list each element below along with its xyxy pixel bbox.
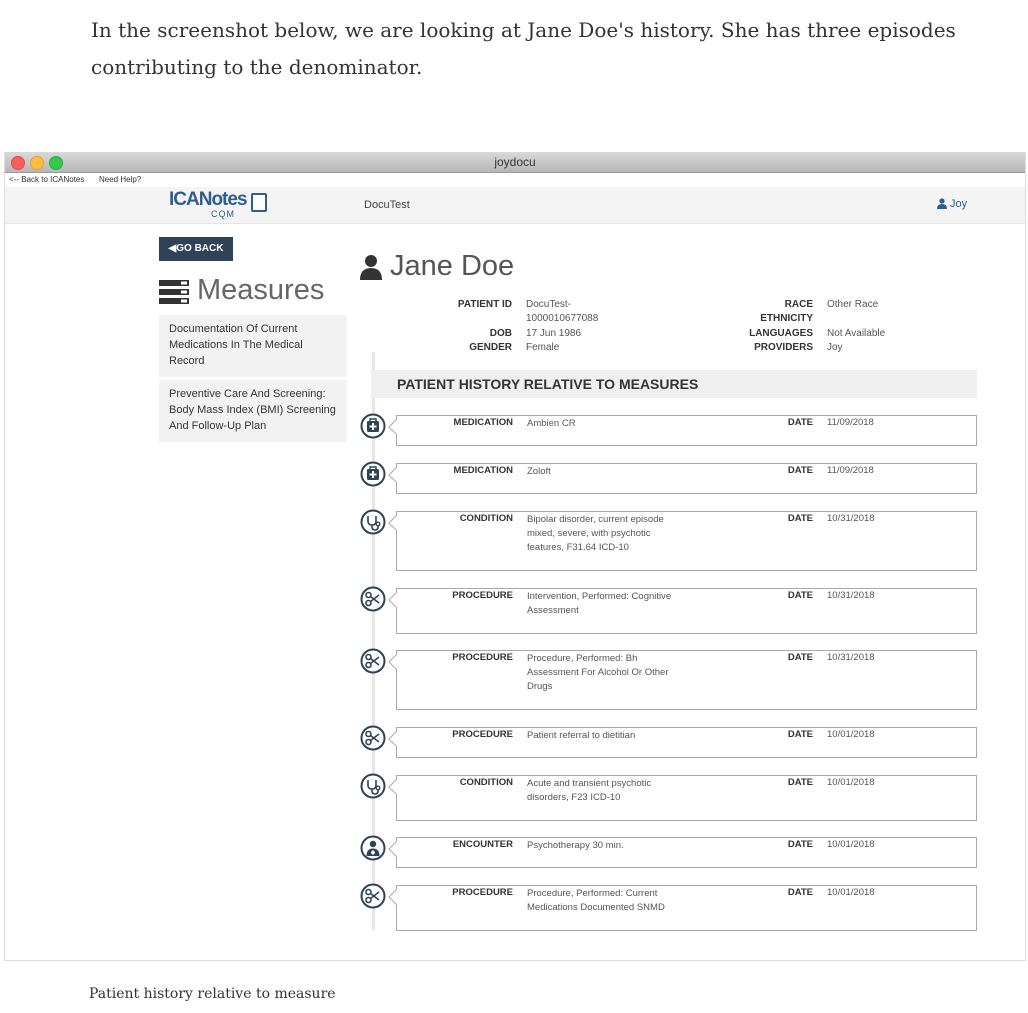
patient-field-label: RACE — [784, 299, 813, 310]
app-window — [4, 152, 1026, 961]
medication-icon — [360, 461, 386, 487]
patient-field-label: DOB — [489, 328, 512, 339]
event-date: 10/31/2018 — [827, 513, 875, 524]
patient-field-value: 17 Jun 1986 — [526, 328, 582, 339]
app-name: DocuTest — [364, 199, 410, 211]
event-type: CONDITION — [459, 513, 513, 524]
medication-icon — [360, 413, 386, 439]
event-date-label: DATE — [787, 513, 813, 524]
event-type: PROCEDURE — [452, 729, 513, 740]
scissors-icon — [360, 648, 386, 674]
scissors-icon — [360, 586, 386, 612]
help-bar — [5, 173, 1025, 187]
history-event[interactable] — [396, 588, 977, 634]
logo-subtext: CQM — [211, 209, 235, 219]
event-date-label: DATE — [787, 465, 813, 476]
need-help-link[interactable]: Need Help? — [99, 175, 142, 184]
intro-paragraph: In the screenshot below, we are looking at Jane Doe's history. She has three episodes contributing to the denominator. — [91, 18, 956, 79]
history-event[interactable] — [396, 650, 977, 710]
history-event[interactable] — [396, 885, 977, 931]
window-titlebar — [5, 152, 1025, 173]
user-menu[interactable] — [937, 198, 967, 210]
figure-caption: Patient history relative to measure — [89, 986, 336, 1002]
event-date: 11/09/2018 — [827, 417, 874, 428]
patient-field-value: Female — [526, 342, 560, 353]
event-description: Zoloft — [527, 466, 551, 477]
event-description: Acute and transient psychotic disorders, F23 ICD-10 — [527, 778, 652, 803]
patient-field-label: PATIENT ID — [457, 299, 512, 310]
event-date-label: DATE — [787, 652, 813, 663]
event-type: ENCOUNTER — [452, 839, 513, 850]
history-event[interactable] — [396, 775, 977, 821]
user-name: Joy — [950, 198, 968, 210]
history-event[interactable] — [396, 463, 977, 494]
stethoscope-icon — [360, 509, 386, 535]
event-date: 10/31/2018 — [827, 590, 875, 601]
event-type: MEDICATION — [453, 417, 513, 428]
event-description: Intervention, Performed: Cognitive Assessment — [527, 591, 672, 616]
event-type: PROCEDURE — [452, 652, 513, 663]
event-type: CONDITION — [459, 777, 513, 788]
patient-field-value: DocuTest- 1000010677088 — [526, 299, 599, 324]
back-to-icanotes-link[interactable]: <-- Back to ICANotes — [9, 175, 85, 184]
logo-document-icon — [251, 193, 267, 212]
event-date-label: DATE — [787, 417, 813, 428]
history-event[interactable] — [396, 511, 977, 571]
history-section-title: PATIENT HISTORY RELATIVE TO MEASURES — [371, 370, 977, 398]
event-date: 10/01/2018 — [827, 887, 875, 898]
window-title: joydocu — [494, 155, 536, 169]
event-date: 10/01/2018 — [827, 777, 875, 788]
scissors-icon — [360, 725, 386, 751]
app-header — [5, 187, 1025, 224]
event-date: 10/01/2018 — [827, 729, 875, 740]
event-description: Procedure, Performed: Bh Assessment For Alcohol Or Other Drugs — [527, 653, 669, 692]
icanotes-logo[interactable] — [169, 189, 269, 219]
patient-info-right — [705, 298, 965, 358]
doctor-icon — [360, 835, 386, 861]
patient-field-value: Joy — [827, 342, 843, 353]
event-date-label: DATE — [787, 839, 813, 850]
patient-field-value: Not Available — [827, 328, 886, 339]
event-description: Psychotherapy 30 min. — [527, 840, 624, 851]
user-icon — [937, 198, 947, 209]
history-event[interactable] — [396, 727, 977, 758]
history-event[interactable] — [396, 415, 977, 446]
event-description: Ambien CR — [527, 418, 576, 429]
measures-list-icon — [159, 280, 189, 304]
patient-info-left — [405, 298, 655, 358]
event-description: Bipolar disorder, current episode mixed, severe, with psychotic features, F31.64 ICD-10 — [527, 514, 664, 553]
measures-title: Measures — [197, 274, 325, 306]
event-description: Patient referral to dietitian — [527, 730, 636, 741]
event-date-label: DATE — [787, 590, 813, 601]
history-event[interactable] — [396, 837, 977, 868]
logo-text: ICANotes — [169, 189, 247, 210]
measure-item-bmi-screening[interactable]: Preventive Care And Screening: Body Mass Index (BMI) Screening And Follow-Up Plan — [159, 380, 347, 442]
patient-field-label: LANGUAGES — [749, 328, 813, 339]
patient-field-label: GENDER — [469, 342, 512, 353]
event-date: 11/09/2018 — [827, 465, 874, 476]
stethoscope-icon — [360, 773, 386, 799]
patient-field-label: PROVIDERS — [754, 342, 813, 353]
go-back-button[interactable]: ◀GO BACK — [159, 237, 233, 261]
event-date-label: DATE — [787, 887, 813, 898]
event-type: PROCEDURE — [452, 590, 513, 601]
event-date-label: DATE — [787, 777, 813, 788]
event-date: 10/01/2018 — [827, 839, 875, 850]
event-date-label: DATE — [787, 729, 813, 740]
patient-name: Jane Doe — [390, 250, 515, 282]
patient-icon — [360, 254, 382, 280]
event-description: Procedure, Performed: Current Medications Documented SNMD — [527, 888, 665, 913]
event-type: PROCEDURE — [452, 887, 513, 898]
measure-item-current-medications[interactable]: Documentation Of Current Medications In The Medical Record — [159, 315, 347, 377]
patient-field-value: Other Race — [827, 299, 879, 310]
event-type: MEDICATION — [453, 465, 513, 476]
patient-field-label: ETHNICITY — [760, 313, 813, 324]
scissors-icon — [360, 883, 386, 909]
event-date: 10/31/2018 — [827, 652, 875, 663]
double-chevron-left-icon: ◀ — [168, 243, 177, 254]
